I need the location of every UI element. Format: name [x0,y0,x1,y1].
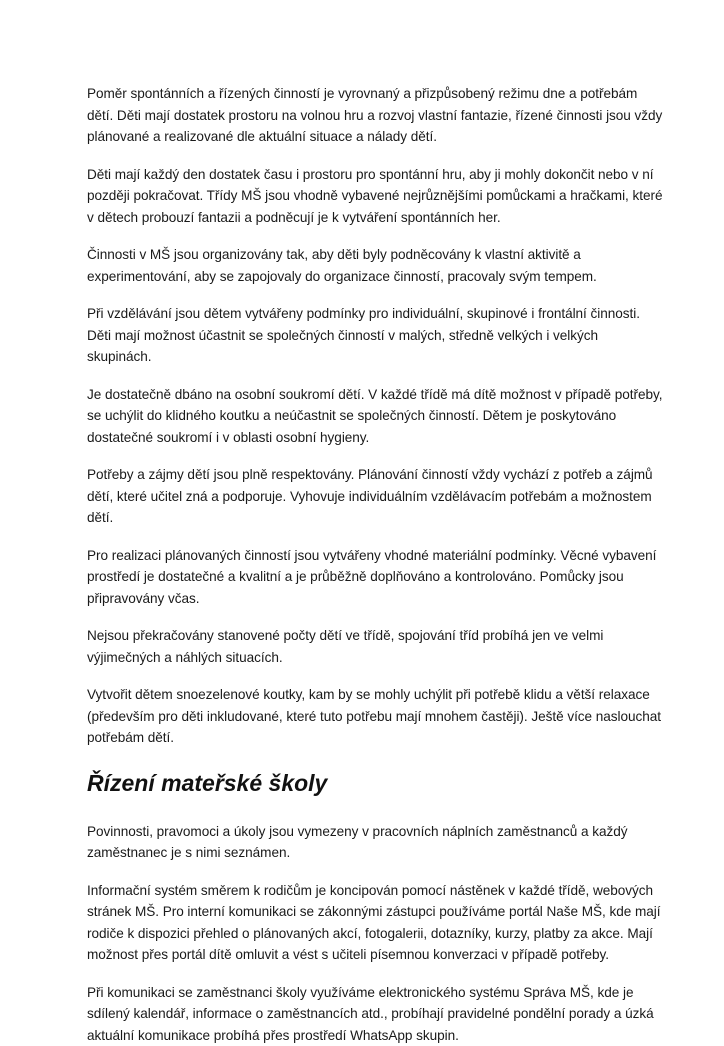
paragraph-activity-balance: Poměr spontánních a řízených činností je vyrovnaný a přizpůsobený režimu dne a potřebám dětí. Děti mají dostatek prostoru na volnou hru a rozvoj vlastní fantazie, řízené činnosti jsou vždy plánované a realizované dle aktuální situace a nálady dětí. [87,83,664,148]
paragraph-snoezelen: Vytvořit dětem snoezelenové koutky, kam by se mohly uchýlit při potřebě klidu a větší relaxace (především pro děti inkludované, které tuto potřebu mají mnohem častěji). Ještě více naslouchat potřebám dětí. [87,684,664,749]
paragraph-staff-communication: Při komunikaci se zaměstnanci školy využíváme elektronického systému Správa MŠ, kde je sdílený kalendář, informace o zaměstnancích atd., probíhají pravidelné pondělní porady a úzká aktuální komunikace probíhá přes prostředí WhatsApp skupin. [87,982,664,1046]
paragraph-privacy: Je dostatečně dbáno na osobní soukromí dětí. V každé třídě má dítě možnost v případě potřeby, se uchýlit do klidného koutku a neúčastnit se společných činností. Dětem je poskytováno dostatečné soukromí i v oblasti osobní hygieny. [87,384,664,449]
paragraph-material-conditions: Pro realizaci plánovaných činností jsou vytvářeny vhodné materiální podmínky. Věcné vybavení prostředí je dostatečné a kvalitní a je průběžně doplňováno a kontrolováno. Pomůcky jsou připravovány včas. [87,545,664,610]
paragraph-duties: Povinnosti, pravomoci a úkoly jsou vymezeny v pracovních náplních zaměstnanců a každý zaměstnanec je s nimi seznámen. [87,821,664,864]
paragraph-spontaneous-play: Děti mají každý den dostatek času i prostoru pro spontánní hru, aby ji mohly dokončit nebo v ní později pokračovat. Třídy MŠ jsou vhodně vybavené nejrůznějšími pomůckami a hračkami, které v dětech probouzí fantazii a podněcují je k vytváření spontánních her. [87,164,664,229]
paragraph-activity-organization: Činnosti v MŠ jsou organizovány tak, aby děti byly podněcovány k vlastní aktivitě a experimentování, aby se zapojovaly do organizace činností, pracovaly svým tempem. [87,244,664,287]
paragraph-parent-info-system: Informační systém směrem k rodičům je koncipován pomocí nástěnek v každé třídě, webových stránek MŠ. Pro interní komunikaci se zákonnými zástupci používáme portál Naše MŠ, kde mají rodiče k dispozici přehled o plánovaných akcí, fotogalerii, dotazníky, kurzy, platby za akce. Mají možnost přes portál dítě omluvit a vést s učiteli písemnou konverzaci v případě potřeby. [87,880,664,966]
paragraph-group-activities: Při vzdělávání jsou dětem vytvářeny podmínky pro individuální, skupinové i frontální činnosti. Děti mají možnost účastnit se společných činností v malých, středně velkých i velkých skupinách. [87,303,664,368]
section-heading-management: Řízení mateřské školy [87,769,664,797]
paragraph-class-size: Nejsou překračovány stanovené počty dětí ve třídě, spojování tříd probíhá jen ve velmi výjimečných a náhlých situacích. [87,625,664,668]
paragraph-needs-interests: Potřeby a zájmy dětí jsou plně respektovány. Plánování činností vždy vychází z potřeb a zájmů dětí, které učitel zná a podporuje. Vyhovuje individuálním vzdělávacím potřebám a možnostem dětí. [87,464,664,529]
